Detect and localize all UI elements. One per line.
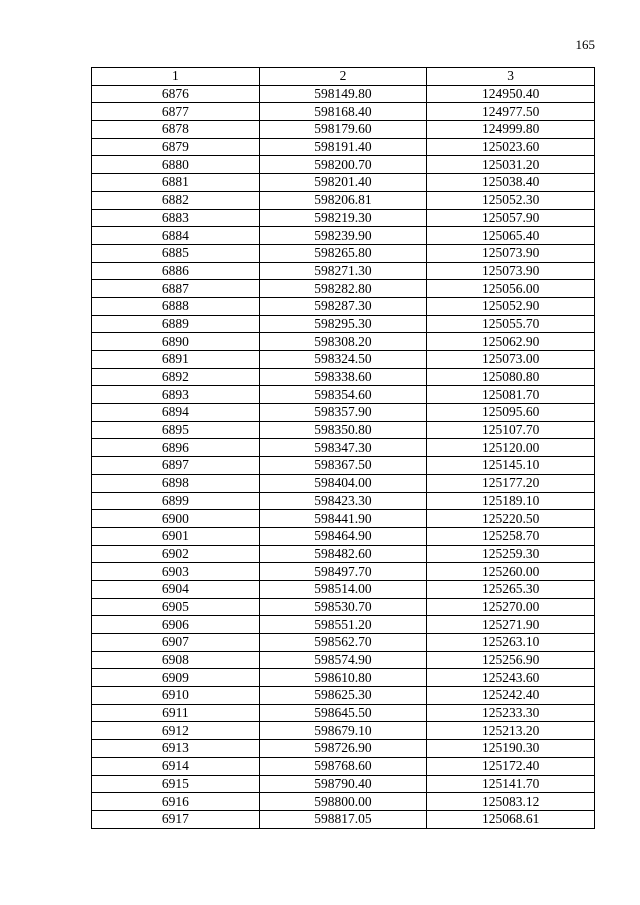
x-coordinate-cell: 598367.50 bbox=[259, 457, 427, 475]
point-number-cell: 6883 bbox=[92, 209, 260, 227]
table-row bbox=[92, 421, 595, 439]
y-coordinate-cell: 125145.10 bbox=[427, 457, 595, 475]
x-coordinate-cell: 598464.90 bbox=[259, 527, 427, 545]
table-row bbox=[92, 634, 595, 652]
point-number-cell: 6901 bbox=[92, 527, 260, 545]
y-coordinate-cell: 125260.00 bbox=[427, 563, 595, 581]
table-row bbox=[92, 810, 595, 828]
point-number-cell: 6907 bbox=[92, 634, 260, 652]
table-row bbox=[92, 85, 595, 103]
column-header-1: 1 bbox=[92, 68, 260, 86]
point-number-cell: 6890 bbox=[92, 333, 260, 351]
point-number-cell: 6886 bbox=[92, 262, 260, 280]
point-number-cell: 6903 bbox=[92, 563, 260, 581]
y-coordinate-cell: 125052.30 bbox=[427, 191, 595, 209]
point-number-cell: 6879 bbox=[92, 138, 260, 156]
point-number-cell: 6905 bbox=[92, 598, 260, 616]
point-number-cell: 6911 bbox=[92, 704, 260, 722]
x-coordinate-cell: 598574.90 bbox=[259, 651, 427, 669]
point-number-cell: 6882 bbox=[92, 191, 260, 209]
y-coordinate-cell: 125265.30 bbox=[427, 580, 595, 598]
x-coordinate-cell: 598168.40 bbox=[259, 103, 427, 121]
x-coordinate-cell: 598514.00 bbox=[259, 580, 427, 598]
x-coordinate-cell: 598338.60 bbox=[259, 368, 427, 386]
y-coordinate-cell: 125120.00 bbox=[427, 439, 595, 457]
y-coordinate-cell: 125233.30 bbox=[427, 704, 595, 722]
x-coordinate-cell: 598149.80 bbox=[259, 85, 427, 103]
y-coordinate-cell: 125259.30 bbox=[427, 545, 595, 563]
point-number-cell: 6877 bbox=[92, 103, 260, 121]
y-coordinate-cell: 125271.90 bbox=[427, 616, 595, 634]
table-row bbox=[92, 121, 595, 139]
x-coordinate-cell: 598239.90 bbox=[259, 227, 427, 245]
column-header-2: 2 bbox=[259, 68, 427, 86]
y-coordinate-cell: 125095.60 bbox=[427, 404, 595, 422]
x-coordinate-cell: 598354.60 bbox=[259, 386, 427, 404]
point-number-cell: 6897 bbox=[92, 457, 260, 475]
table-row bbox=[92, 510, 595, 528]
point-number-cell: 6878 bbox=[92, 121, 260, 139]
x-coordinate-cell: 598625.30 bbox=[259, 687, 427, 705]
point-number-cell: 6900 bbox=[92, 510, 260, 528]
x-coordinate-cell: 598817.05 bbox=[259, 810, 427, 828]
y-coordinate-cell: 125083.12 bbox=[427, 793, 595, 811]
table-body bbox=[92, 85, 595, 828]
point-number-cell: 6915 bbox=[92, 775, 260, 793]
table-row bbox=[92, 262, 595, 280]
x-coordinate-cell: 598191.40 bbox=[259, 138, 427, 156]
table-row bbox=[92, 740, 595, 758]
y-coordinate-cell: 125023.60 bbox=[427, 138, 595, 156]
table-row bbox=[92, 209, 595, 227]
x-coordinate-cell: 598357.90 bbox=[259, 404, 427, 422]
y-coordinate-cell: 125068.61 bbox=[427, 810, 595, 828]
table-row bbox=[92, 492, 595, 510]
table-row bbox=[92, 244, 595, 262]
table-row bbox=[92, 687, 595, 705]
page-number: 165 bbox=[575, 37, 595, 52]
y-coordinate-cell: 125080.80 bbox=[427, 368, 595, 386]
x-coordinate-cell: 598790.40 bbox=[259, 775, 427, 793]
table-row bbox=[92, 439, 595, 457]
y-coordinate-cell: 125057.90 bbox=[427, 209, 595, 227]
y-coordinate-cell: 125243.60 bbox=[427, 669, 595, 687]
table-row bbox=[92, 457, 595, 475]
table-row bbox=[92, 103, 595, 121]
table-row bbox=[92, 138, 595, 156]
x-coordinate-cell: 598282.80 bbox=[259, 280, 427, 298]
table-row bbox=[92, 669, 595, 687]
point-number-cell: 6887 bbox=[92, 280, 260, 298]
y-coordinate-cell: 125055.70 bbox=[427, 315, 595, 333]
x-coordinate-cell: 598530.70 bbox=[259, 598, 427, 616]
table-row bbox=[92, 474, 595, 492]
column-header-3: 3 bbox=[427, 68, 595, 86]
point-number-cell: 6889 bbox=[92, 315, 260, 333]
table-row bbox=[92, 563, 595, 581]
x-coordinate-cell: 598497.70 bbox=[259, 563, 427, 581]
x-coordinate-cell: 598441.90 bbox=[259, 510, 427, 528]
table-row bbox=[92, 333, 595, 351]
table-row bbox=[92, 651, 595, 669]
y-coordinate-cell: 125220.50 bbox=[427, 510, 595, 528]
y-coordinate-cell: 125263.10 bbox=[427, 634, 595, 652]
y-coordinate-cell: 125189.10 bbox=[427, 492, 595, 510]
point-number-cell: 6914 bbox=[92, 757, 260, 775]
x-coordinate-cell: 598308.20 bbox=[259, 333, 427, 351]
y-coordinate-cell: 124950.40 bbox=[427, 85, 595, 103]
point-number-cell: 6894 bbox=[92, 404, 260, 422]
point-number-cell: 6876 bbox=[92, 85, 260, 103]
x-coordinate-cell: 598726.90 bbox=[259, 740, 427, 758]
point-number-cell: 6913 bbox=[92, 740, 260, 758]
x-coordinate-cell: 598295.30 bbox=[259, 315, 427, 333]
x-coordinate-cell: 598404.00 bbox=[259, 474, 427, 492]
x-coordinate-cell: 598800.00 bbox=[259, 793, 427, 811]
x-coordinate-cell: 598206.81 bbox=[259, 191, 427, 209]
header-row bbox=[92, 68, 595, 86]
x-coordinate-cell: 598551.20 bbox=[259, 616, 427, 634]
point-number-cell: 6906 bbox=[92, 616, 260, 634]
table-row bbox=[92, 580, 595, 598]
y-coordinate-cell: 125081.70 bbox=[427, 386, 595, 404]
point-number-cell: 6892 bbox=[92, 368, 260, 386]
x-coordinate-cell: 598645.50 bbox=[259, 704, 427, 722]
y-coordinate-cell: 125190.30 bbox=[427, 740, 595, 758]
table-row bbox=[92, 297, 595, 315]
point-number-cell: 6885 bbox=[92, 244, 260, 262]
table-row bbox=[92, 368, 595, 386]
x-coordinate-cell: 598200.70 bbox=[259, 156, 427, 174]
point-number-cell: 6895 bbox=[92, 421, 260, 439]
point-number-cell: 6916 bbox=[92, 793, 260, 811]
x-coordinate-cell: 598287.30 bbox=[259, 297, 427, 315]
x-coordinate-cell: 598347.30 bbox=[259, 439, 427, 457]
y-coordinate-cell: 125052.90 bbox=[427, 297, 595, 315]
x-coordinate-cell: 598562.70 bbox=[259, 634, 427, 652]
table-row bbox=[92, 351, 595, 369]
table-row bbox=[92, 616, 595, 634]
y-coordinate-cell: 124999.80 bbox=[427, 121, 595, 139]
table-row bbox=[92, 775, 595, 793]
table-row bbox=[92, 598, 595, 616]
y-coordinate-cell: 125062.90 bbox=[427, 333, 595, 351]
x-coordinate-cell: 598423.30 bbox=[259, 492, 427, 510]
point-number-cell: 6898 bbox=[92, 474, 260, 492]
point-number-cell: 6880 bbox=[92, 156, 260, 174]
point-number-cell: 6881 bbox=[92, 174, 260, 192]
y-coordinate-cell: 124977.50 bbox=[427, 103, 595, 121]
x-coordinate-cell: 598324.50 bbox=[259, 351, 427, 369]
point-number-cell: 6896 bbox=[92, 439, 260, 457]
table-row bbox=[92, 793, 595, 811]
y-coordinate-cell: 125073.00 bbox=[427, 351, 595, 369]
point-number-cell: 6884 bbox=[92, 227, 260, 245]
table-row bbox=[92, 191, 595, 209]
y-coordinate-cell: 125270.00 bbox=[427, 598, 595, 616]
point-number-cell: 6891 bbox=[92, 351, 260, 369]
x-coordinate-cell: 598271.30 bbox=[259, 262, 427, 280]
table-row bbox=[92, 404, 595, 422]
table-row bbox=[92, 527, 595, 545]
x-coordinate-cell: 598201.40 bbox=[259, 174, 427, 192]
point-number-cell: 6917 bbox=[92, 810, 260, 828]
table-row bbox=[92, 156, 595, 174]
y-coordinate-cell: 125213.20 bbox=[427, 722, 595, 740]
table-row bbox=[92, 227, 595, 245]
point-number-cell: 6888 bbox=[92, 297, 260, 315]
y-coordinate-cell: 125242.40 bbox=[427, 687, 595, 705]
point-number-cell: 6899 bbox=[92, 492, 260, 510]
y-coordinate-cell: 125256.90 bbox=[427, 651, 595, 669]
coordinates-table bbox=[91, 67, 595, 829]
y-coordinate-cell: 125258.70 bbox=[427, 527, 595, 545]
point-number-cell: 6912 bbox=[92, 722, 260, 740]
table-row bbox=[92, 545, 595, 563]
x-coordinate-cell: 598482.60 bbox=[259, 545, 427, 563]
table-row bbox=[92, 757, 595, 775]
table-row bbox=[92, 280, 595, 298]
y-coordinate-cell: 125073.90 bbox=[427, 244, 595, 262]
y-coordinate-cell: 125056.00 bbox=[427, 280, 595, 298]
x-coordinate-cell: 598265.80 bbox=[259, 244, 427, 262]
y-coordinate-cell: 125073.90 bbox=[427, 262, 595, 280]
y-coordinate-cell: 125031.20 bbox=[427, 156, 595, 174]
x-coordinate-cell: 598179.60 bbox=[259, 121, 427, 139]
point-number-cell: 6904 bbox=[92, 580, 260, 598]
y-coordinate-cell: 125038.40 bbox=[427, 174, 595, 192]
y-coordinate-cell: 125065.40 bbox=[427, 227, 595, 245]
table-row bbox=[92, 386, 595, 404]
x-coordinate-cell: 598610.80 bbox=[259, 669, 427, 687]
y-coordinate-cell: 125107.70 bbox=[427, 421, 595, 439]
table-row bbox=[92, 704, 595, 722]
x-coordinate-cell: 598679.10 bbox=[259, 722, 427, 740]
table-row bbox=[92, 722, 595, 740]
y-coordinate-cell: 125172.40 bbox=[427, 757, 595, 775]
point-number-cell: 6893 bbox=[92, 386, 260, 404]
point-number-cell: 6908 bbox=[92, 651, 260, 669]
point-number-cell: 6902 bbox=[92, 545, 260, 563]
x-coordinate-cell: 598768.60 bbox=[259, 757, 427, 775]
point-number-cell: 6909 bbox=[92, 669, 260, 687]
x-coordinate-cell: 598350.80 bbox=[259, 421, 427, 439]
x-coordinate-cell: 598219.30 bbox=[259, 209, 427, 227]
point-number-cell: 6910 bbox=[92, 687, 260, 705]
y-coordinate-cell: 125177.20 bbox=[427, 474, 595, 492]
table-row bbox=[92, 174, 595, 192]
y-coordinate-cell: 125141.70 bbox=[427, 775, 595, 793]
table-row bbox=[92, 315, 595, 333]
